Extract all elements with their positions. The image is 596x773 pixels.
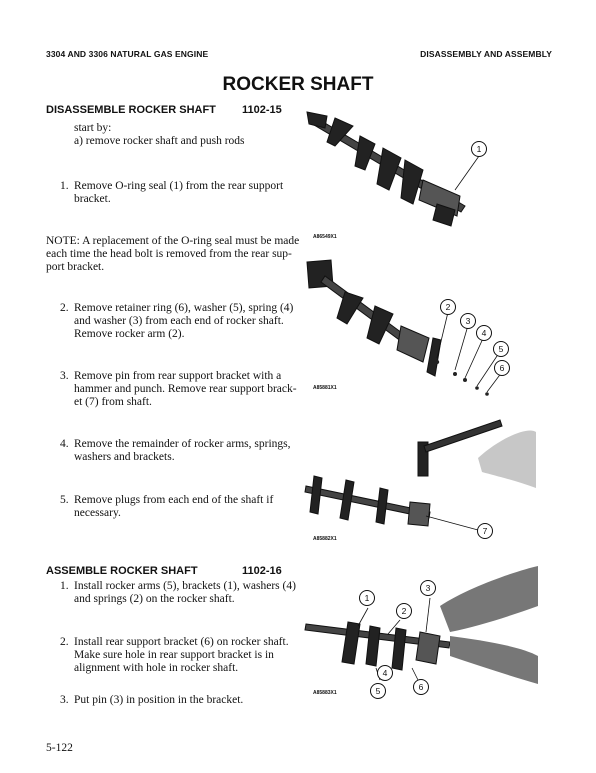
note-line: NOTE: A replacement of the O-ring seal must be made bbox=[46, 235, 300, 247]
step-number: 3. bbox=[60, 694, 69, 706]
step-line: Remove rocker arm (2). bbox=[74, 328, 185, 340]
callout-6: 6 bbox=[494, 360, 510, 376]
figure-id: A86549X1 bbox=[313, 234, 337, 240]
step-line: Remove pin from rear support bracket with a bbox=[74, 370, 282, 382]
callout-5: 5 bbox=[493, 341, 509, 357]
running-header-left: 3304 AND 3306 NATURAL GAS ENGINE bbox=[46, 49, 209, 59]
note-line: port bracket. bbox=[46, 261, 105, 273]
assemble-step-1 bbox=[60, 580, 300, 610]
disassemble-step-4 bbox=[60, 438, 300, 468]
step-number: 1. bbox=[60, 580, 69, 592]
step-line: hammer and punch. Remove rear support brack- bbox=[74, 383, 297, 395]
step-line: Remove plugs from each end of the shaft if bbox=[74, 494, 274, 506]
note bbox=[46, 235, 299, 274]
step-line: et (7) from shaft. bbox=[74, 396, 152, 408]
step-line: Remove the remainder of rocker arms, springs, bbox=[74, 438, 291, 450]
figure-id: A85883X1 bbox=[313, 690, 337, 696]
callout-1: 1 bbox=[471, 141, 487, 157]
callout-7: 7 bbox=[477, 523, 493, 539]
callout-3: 3 bbox=[460, 313, 476, 329]
step-line: necessary. bbox=[74, 507, 121, 519]
start-by: start by: bbox=[74, 122, 112, 134]
callout-3: 3 bbox=[420, 580, 436, 596]
figure-id: A85882X1 bbox=[313, 536, 337, 542]
assemble-step-2 bbox=[60, 636, 300, 678]
step-number: 1. bbox=[60, 180, 69, 192]
figure-support-bracket-removal bbox=[300, 418, 540, 538]
figure-id: A85881X1 bbox=[313, 385, 337, 391]
step-number: 4. bbox=[60, 438, 69, 450]
disassemble-step-1 bbox=[60, 180, 300, 210]
disassemble-heading: DISASSEMBLE ROCKER SHAFT bbox=[46, 104, 216, 116]
step-line: Remove O-ring seal (1) from the rear support bbox=[74, 180, 284, 192]
step-line: Put pin (3) in position in the bracket. bbox=[74, 694, 244, 706]
step-line: washers and brackets. bbox=[74, 451, 175, 463]
step-number: 2. bbox=[60, 636, 69, 648]
page-number: 5-122 bbox=[46, 742, 73, 754]
assemble-code: 1102-16 bbox=[242, 565, 282, 577]
callout-2: 2 bbox=[440, 299, 456, 315]
callout-5: 5 bbox=[370, 683, 386, 699]
step-line: bracket. bbox=[74, 193, 111, 205]
start-by-a: a) remove rocker shaft and push rods bbox=[74, 135, 245, 147]
callout-4: 4 bbox=[377, 665, 393, 681]
figure-rocker-shaft-oring bbox=[305, 108, 490, 233]
disassemble-step-3 bbox=[60, 370, 300, 412]
assemble-step-3 bbox=[60, 694, 300, 710]
step-line: and washer (3) from each end of rocker shaft. bbox=[74, 315, 284, 327]
callout-2: 2 bbox=[396, 603, 412, 619]
step-line: Make sure hole in rear support bracket is in bbox=[74, 649, 274, 661]
disassemble-step-5 bbox=[60, 494, 300, 524]
step-number: 3. bbox=[60, 370, 69, 382]
disassemble-step-2 bbox=[60, 302, 300, 344]
callout-1: 1 bbox=[359, 590, 375, 606]
step-number: 5. bbox=[60, 494, 69, 506]
callout-6: 6 bbox=[413, 679, 429, 695]
step-line: Install rear support bracket (6) on rocker shaft. bbox=[74, 636, 289, 648]
step-line: and springs (2) on the rocker shaft. bbox=[74, 593, 235, 605]
step-line: Install rocker arms (5), brackets (1), washers (4) bbox=[74, 580, 296, 592]
assemble-heading: ASSEMBLE ROCKER SHAFT bbox=[46, 565, 198, 577]
step-number: 2. bbox=[60, 302, 69, 314]
step-line: Remove retainer ring (6), washer (5), spring (4) bbox=[74, 302, 294, 314]
running-header-right: DISASSEMBLY AND ASSEMBLY bbox=[420, 49, 552, 59]
step-line: alignment with hole in rocker shaft. bbox=[74, 662, 239, 674]
callout-4: 4 bbox=[476, 325, 492, 341]
note-line: each time the head bolt is removed from the rear sup- bbox=[46, 248, 292, 260]
disassemble-code: 1102-15 bbox=[242, 104, 282, 116]
page-title: ROCKER SHAFT bbox=[222, 74, 374, 95]
